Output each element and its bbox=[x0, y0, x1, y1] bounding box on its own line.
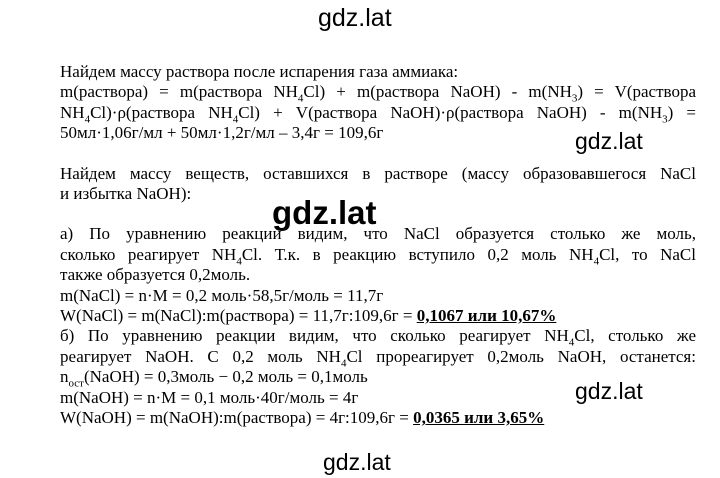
part-b-result: 0,0365 или 3,65% bbox=[413, 408, 545, 428]
part-b-line-1: б) По уравнению реакции видим, что сколько реагирует $NH_4Cl$, столько же bbox=[60, 326, 696, 349]
part-b-line-3: $n_{ост}(NaOH)$ = 0,3моль − 0,2 моль = 0,1моль bbox=[60, 367, 368, 390]
watermark-bottom: gdz.lat bbox=[323, 449, 391, 475]
remaining-substances-line-2: и избытка NaOH): bbox=[60, 184, 192, 204]
solution-mass-heading: Найдем массу раствора после испарения газа аммиака: bbox=[60, 62, 459, 81]
part-b-formula: W(NaOH) = m(NaOH):m(раствора) = 4г:109,6г = bbox=[60, 408, 414, 428]
part-a-line-3: также образуется 0,2моль. bbox=[60, 265, 251, 285]
part-a-result: 0,1067 или 10,67% bbox=[416, 306, 557, 326]
paragraph-gap bbox=[60, 204, 696, 224]
part-b-line-4: m(NaOH) = n·M = 0,1 моль·40г/моль = 4г bbox=[60, 387, 359, 407]
watermark-right-upper: gdz.lat bbox=[575, 128, 643, 154]
watermark-top: gdz.lat bbox=[318, 4, 392, 32]
part-a-line-4: m(NaCl) = n·M = 0,2 моль·58,5г/моль = 11,7г bbox=[60, 285, 384, 305]
watermark-center: gdz.lat bbox=[272, 194, 377, 231]
part-b-line-2: реагирует NaOH. С 0,2 моль $NH_4Cl$ прореагирует 0,2моль NaOH, останется: bbox=[60, 346, 696, 370]
part-a-formula: W(NaCl) = m(NaCl):m(раствора) = 11,7г:109,6г = bbox=[60, 306, 417, 326]
part-a-line-1: а) По уравнению реакции видим, что NaCl образуется столько же моль, bbox=[60, 224, 696, 244]
solution-text bbox=[60, 62, 696, 429]
part-b-line-5 bbox=[60, 408, 696, 428]
paragraph-gap bbox=[60, 144, 696, 164]
solution-mass-line-1: m(раствора) = m(раствора $NH_4Cl$) + m(раствора NaOH) - $m(NH_3)$ = V(раствора bbox=[60, 82, 696, 105]
part-a-line-2: сколько реагирует $NH_4Cl$. Т.к. в реакцию вступило 0,2 моль $NH_4Cl$, то NaCl bbox=[60, 244, 696, 268]
watermark-right-lower: gdz.lat bbox=[575, 378, 643, 404]
part-a-line-5 bbox=[60, 306, 696, 326]
solution-mass-line-2: $NH_4Cl)\cdot\rho(раствора$ $NH_4Cl$) + V(раствора NaOH)·ρ(раствора NaOH) - $m(NH_3)$ = bbox=[60, 102, 696, 126]
solution-mass-line-3: 50мл·1,06г/мл + 50мл·1,2г/мл – 3,4г = 109,6г bbox=[60, 123, 384, 143]
remaining-substances-line-1: Найдем массу веществ, оставшихся в растворе (массу образовавшегося NaCl bbox=[60, 163, 696, 183]
